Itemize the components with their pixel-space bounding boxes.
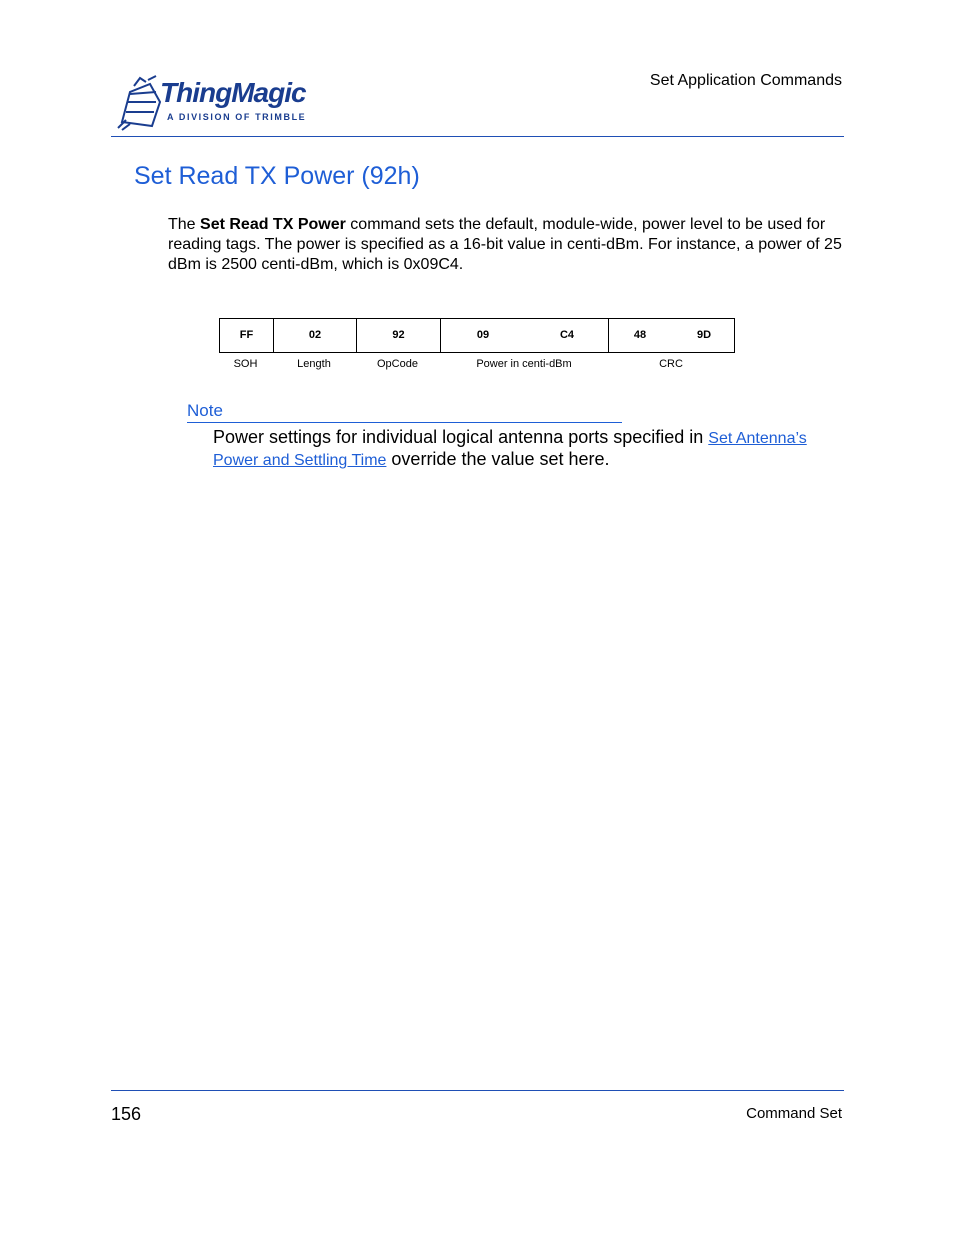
field-label-power: Power in centi-dBm: [476, 358, 572, 370]
cell-divider: [440, 319, 441, 352]
byte-opcode: 92: [392, 329, 405, 341]
section-label: Set Application Commands: [649, 72, 842, 89]
field-label-crc: CRC: [659, 358, 683, 370]
note-text-1: Power settings for individual logical antenna ports specified in: [213, 427, 709, 447]
footer-rule: [111, 1090, 844, 1091]
intro-text-1: The: [168, 216, 201, 233]
field-label-length: Length: [297, 358, 331, 370]
cell-divider: [608, 319, 609, 352]
logo-wordmark: ThingMagic: [160, 77, 306, 108]
note-heading: Note: [187, 401, 223, 420]
byte-power-high: 09: [476, 329, 490, 341]
footer-label: Command Set: [746, 1105, 842, 1122]
command-byte-table: [219, 318, 735, 353]
page-title: Set Read TX Power (92h): [134, 162, 420, 190]
byte-crc-high: 48: [633, 329, 647, 341]
note-text: [213, 427, 843, 471]
byte-length: 02: [308, 329, 322, 341]
command-name: Set Read TX Power: [200, 216, 346, 233]
antenna-power-settling-link[interactable]: Set Antenna’s Power and Settling Time: [213, 430, 807, 469]
header-rule: [111, 136, 844, 137]
byte-power-low: C4: [559, 329, 575, 341]
logo-tagline: A DIVISION OF TRIMBLE: [167, 112, 307, 122]
note-rule: [187, 422, 622, 423]
page-number: 156: [111, 1104, 142, 1124]
byte-soh: FF: [239, 329, 254, 341]
intro-text-2: command sets the default, module-wide, power level to be used for reading tags. The power is specified as a 16-bit value in centi-dBm. For instance, a power of 25 dBm is 2500 centi-dBm, which is 0x09C4.: [168, 216, 842, 273]
intro-paragraph: [168, 215, 848, 275]
field-label-opcode: OpCode: [377, 358, 418, 370]
note-text-2: override the value set here.: [386, 449, 610, 469]
field-label-soh: SOH: [233, 358, 258, 370]
byte-crc-low: 9D: [696, 329, 712, 341]
